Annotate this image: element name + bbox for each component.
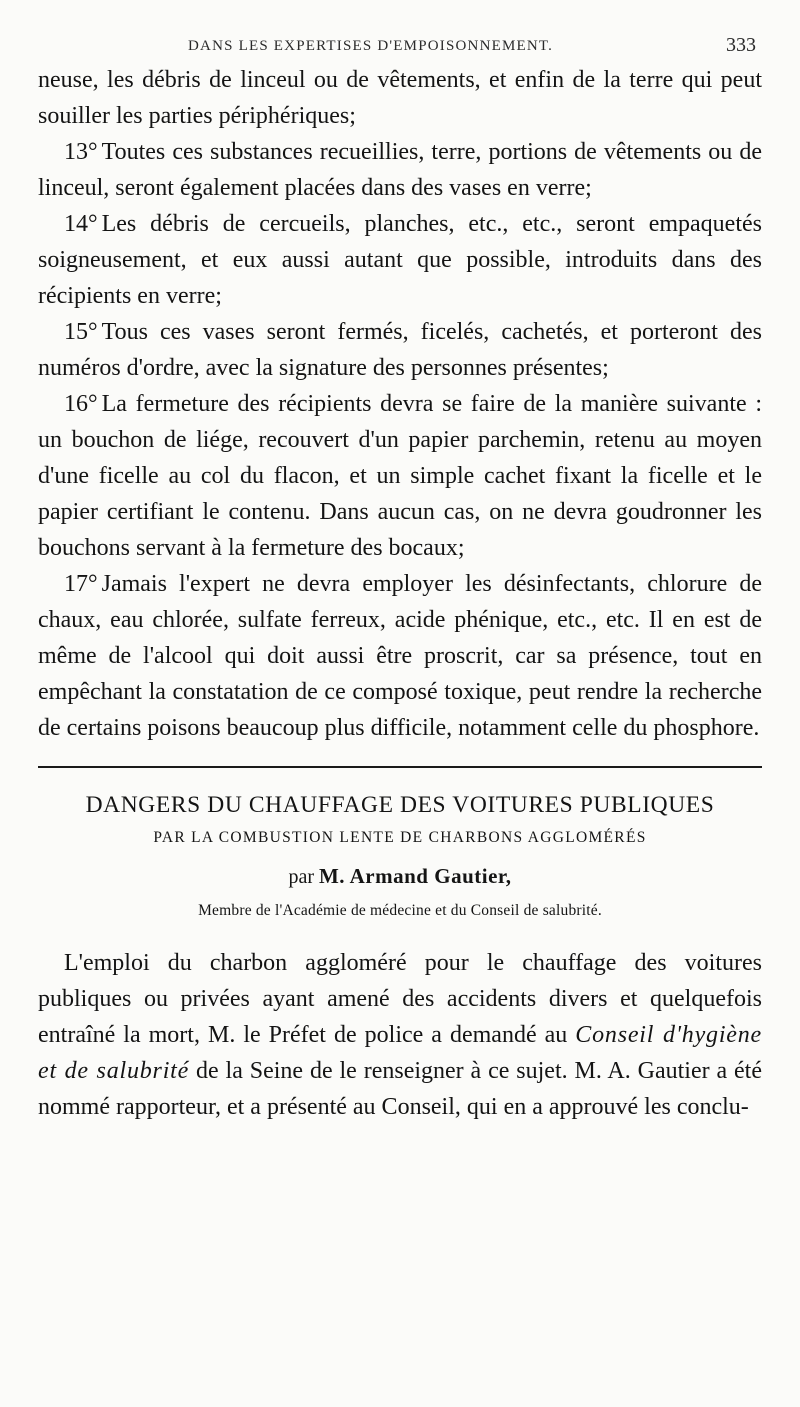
paragraph-continuation xyxy=(38,62,762,134)
list-item-17 xyxy=(38,566,762,746)
page-number: 333 xyxy=(726,34,756,56)
item-number: 13° xyxy=(64,139,98,165)
item-number: 17° xyxy=(64,571,98,597)
running-header xyxy=(38,26,762,62)
paragraph-text: Les débris de cercueils, planches, etc., etc., seront empaquetés soigneusement, et eux aussi autant que possible, introduits dans des récipients en verre; xyxy=(38,211,762,309)
list-item-14 xyxy=(38,206,762,314)
author-name: M. Armand Gautier, xyxy=(318,864,512,888)
item-number: 14° xyxy=(64,211,98,237)
article-body-paragraph xyxy=(38,945,762,1125)
list-item-13 xyxy=(38,134,762,206)
book-page xyxy=(38,26,762,1125)
article-subtitle: PAR LA COMBUSTION LENTE DE CHARBONS AGGLOMÉRÉS xyxy=(153,829,647,846)
paragraph-text: Tous ces vases seront fermés, ficelés, cachetés, et porteront des numéros d'ordre, avec la signature des personnes présentes; xyxy=(38,319,762,381)
running-title: DANS LES EXPERTISES D'EMPOISONNEMENT. xyxy=(188,38,554,54)
byline xyxy=(38,860,762,893)
paragraph-text: Jamais l'expert ne devra employer les désinfectants, chlorure de chaux, eau chlorée, sulfate ferreux, acide phénique, etc., etc. Il en est de même de l'alcool qui doit aussi être proscrit, car sa présence, tout en empêchant la constatation de ce composé toxique, peut rendre la recherche de certains poisons beaucoup plus difficile, notamment celle du phosphore. xyxy=(38,571,762,741)
paragraph-text: neuse, les débris de linceul ou de vêtements, et enfin de la terre qui peut souiller les parties périphériques; xyxy=(38,67,762,129)
body-italic-institution: Conseil d'hygiène et de salubrité xyxy=(38,1022,762,1084)
paragraph-text: La fermeture des récipients devra se faire de la manière suivante : un bouchon de liége, recouvert d'un papier parchemin, retenu au moyen d'une ficelle au col du flacon, et un simple cachet fixant la ficelle et le papier certifiant le contenu. Dans aucun cas, on ne devra goudronner les bouchons servant à la fermeture des bocaux; xyxy=(38,391,762,561)
item-number: 15° xyxy=(64,319,98,345)
byline-prefix: par xyxy=(288,866,314,888)
paragraph-text: Toutes ces substances recueillies, terre, portions de vêtements ou de linceul, seront également placées dans des vases en verre; xyxy=(38,139,762,201)
list-item-16 xyxy=(38,386,762,566)
body-text-part1: L'emploi du charbon aggloméré pour le chauffage des voitures publiques ou privées ayant amené des accidents divers et quelquefois entraîné la mort, M. le Préfet de police a demandé au xyxy=(38,950,762,1048)
article-title: DANGERS DU CHAUFFAGE DES VOITURES PUBLIQUES xyxy=(85,792,715,818)
item-number: 16° xyxy=(64,391,98,417)
body-text-part2: de la Seine de le renseigner à ce sujet. M. A. Gautier a été nommé rapporteur, et a présenté au Conseil, qui en a approuvé les conclu- xyxy=(38,1058,762,1120)
list-item-15 xyxy=(38,314,762,386)
author-affiliation: Membre de l'Académie de médecine et du Conseil de salubrité. xyxy=(198,902,602,919)
section-divider xyxy=(38,766,762,768)
